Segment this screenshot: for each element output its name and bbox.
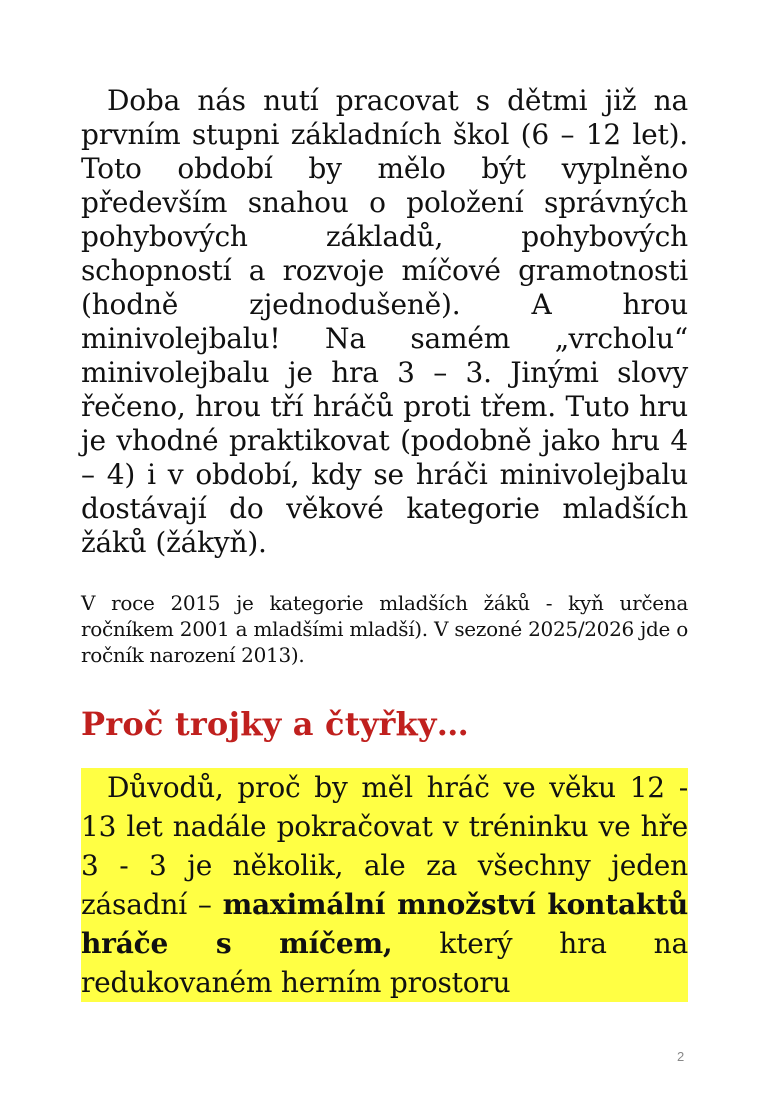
section-heading: Proč trojky a čtyřky… [81,705,469,743]
page-number: 2 [677,1049,685,1064]
highlight-bold-text: maximální množství kontaktů hráče s míčem, [81,888,688,960]
highlight-lead-text: Důvodů, proč by měl hráč ve věku 12 - 13 let nadále pokračovat v tréninku ve hře 3 - 3 je několik, ale za všechny jeden zásadní – [81,771,688,921]
highlighted-paragraph [81,768,688,1002]
note-paragraph: V roce 2015 je kategorie mladších žáků - kyň určena ročníkem 2001 a mladšími mladší). V sezoné 2025/2026 jde o ročník narození 2013). [81,591,688,667]
page-content [81,84,688,1002]
intro-paragraph: Doba nás nutí pracovat s dětmi již na prvním stupni základních škol (6 – 12 let). Toto období by mělo být vyplněno především snahou o položení správných pohybových základů, pohybových schopností a rozvoje míčové gramotnosti (hodně zjednodušeně). A hrou minivolejbalu! Na samém „vrcholu“ minivolejbalu je hra 3 – 3. Jinými slovy řečeno, hrou tří hráčů proti třem. Tuto hru je vhodné praktikovat (podobně jako hru 4 – 4) i v období, kdy se hráči minivolejbalu dostávají do věkové kategorie mladších žáků (žákyň). [81,84,688,559]
highlight-tail-text: který hra na redukovaném herním prostoru [81,927,689,999]
